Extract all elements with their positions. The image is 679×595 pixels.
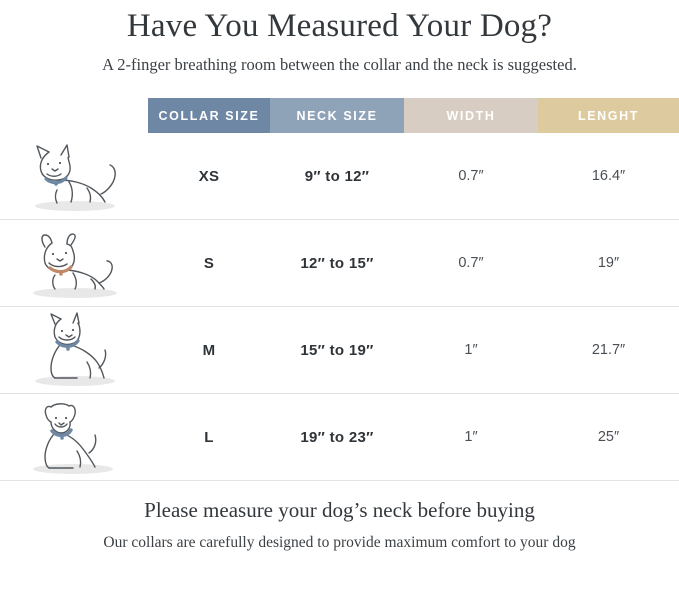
table-row [0,220,679,307]
sitting-labrador-illustration [11,397,137,477]
cell-collar-size: XS [148,133,270,220]
table-body [0,133,679,481]
size-chart-table [0,98,679,481]
cell-neck-size: 19″ to 23″ [270,394,404,481]
cell-length: 16.4″ [538,133,679,220]
cell-neck-size: 12″ to 15″ [270,220,404,307]
standing-small-dog-illustration [11,136,137,216]
cell-length: 25″ [538,394,679,481]
cell-collar-size: M [148,307,270,394]
column-header-image [0,98,148,133]
table-row [0,307,679,394]
cell-width: 1″ [404,307,538,394]
table-row [0,394,679,481]
cell-neck-size: 15″ to 19″ [270,307,404,394]
footer-heading: Please measure your dog’s neck before buying [144,498,535,522]
cell-width: 0.7″ [404,133,538,220]
cell-neck-size: 9″ to 12″ [270,133,404,220]
sitting-terrier-illustration [11,310,137,390]
dog-illustration-cell [0,307,148,394]
footer-note: Our collars are carefully designed to provide maximum comfort to your dog [103,534,576,551]
table-header-row [0,98,679,133]
column-header-length: LENGHT [538,98,679,133]
cell-length: 21.7″ [538,307,679,394]
dog-illustration-cell [0,220,148,307]
column-header-neck-size: NECK SIZE [270,98,404,133]
table-row [0,133,679,220]
page-subtitle: A 2-finger breathing room between the collar and the neck is suggested. [102,55,577,74]
cell-collar-size: S [148,220,270,307]
dog-illustration-cell [0,394,148,481]
column-header-collar-size: COLLAR SIZE [148,98,270,133]
dog-illustration-cell [0,133,148,220]
cell-collar-size: L [148,394,270,481]
page-title: Have You Measured Your Dog? [126,8,553,44]
size-chart-page [0,6,679,595]
cell-width: 1″ [404,394,538,481]
bulldog-illustration [11,223,137,303]
cell-width: 0.7″ [404,220,538,307]
column-header-width: WIDTH [404,98,538,133]
cell-length: 19″ [538,220,679,307]
table-header [0,98,679,133]
